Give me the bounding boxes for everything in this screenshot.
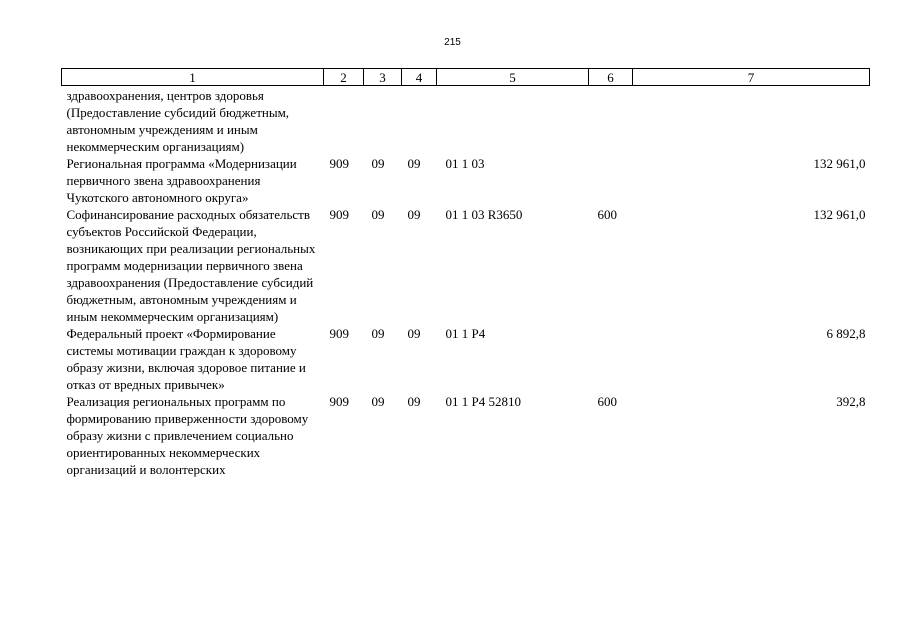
row-amount: 6 892,8 bbox=[826, 326, 866, 341]
row-name: Реализация региональных программ по формированию приверженности здоровому образу жизни с привлечением социально ориентированных некоммерческих организаций и волонтерских bbox=[66, 394, 309, 477]
column-header: 6 bbox=[589, 69, 633, 86]
table-row bbox=[62, 206, 870, 325]
row-code-target bbox=[437, 86, 589, 156]
row-code-subsection: 09 bbox=[407, 394, 421, 409]
row-code-section: 09 bbox=[371, 156, 385, 171]
table-row bbox=[62, 86, 870, 156]
column-header: 4 bbox=[402, 69, 437, 86]
row-code-subsection: 09 bbox=[407, 156, 421, 171]
row-code-section: 09 bbox=[371, 326, 385, 341]
row-code-expense-type bbox=[589, 155, 633, 206]
column-header: 7 bbox=[633, 69, 870, 86]
column-header: 2 bbox=[324, 69, 364, 86]
row-amount: 132 961,0 bbox=[813, 207, 866, 222]
column-header: 3 bbox=[364, 69, 402, 86]
row-code-expense-type: 600 bbox=[597, 394, 617, 409]
row-amount: 132 961,0 bbox=[813, 156, 866, 171]
row-name: здравоохранения, центров здоровья (Предоставление субсидий бюджетным, автономным учреждениям и иным некоммерческим организациям) bbox=[66, 88, 290, 154]
row-code-section: 09 bbox=[371, 207, 385, 222]
row-code-ministry bbox=[324, 86, 364, 156]
column-header: 5 bbox=[437, 69, 589, 86]
row-code-ministry: 909 bbox=[329, 156, 349, 171]
row-code-ministry: 909 bbox=[329, 326, 349, 341]
row-amount bbox=[633, 86, 870, 156]
table-row bbox=[62, 393, 870, 478]
row-code-ministry: 909 bbox=[329, 394, 349, 409]
row-code-section bbox=[364, 86, 402, 156]
row-code-expense-type bbox=[589, 325, 633, 393]
column-header: 1 bbox=[62, 69, 324, 86]
header-row bbox=[62, 69, 870, 86]
row-amount: 392,8 bbox=[836, 394, 866, 409]
row-code-subsection: 09 bbox=[407, 207, 421, 222]
row-name: Софинансирование расходных обязательств субъектов Российской Федерации, возникающих при реализации региональных программ модернизации первичного звена здравоохранения (Предоставление субсидий бюджетным, автономным учреждениям и иным некоммерческим организациям) bbox=[66, 207, 316, 324]
table-row bbox=[62, 325, 870, 393]
row-code-subsection: 09 bbox=[407, 326, 421, 341]
row-name: Федеральный проект «Формирование системы мотивации граждан к здоровому образу жизни, включая здоровое питание и отказ от вредных привычек» bbox=[66, 326, 306, 392]
row-code-expense-type: 600 bbox=[597, 207, 617, 222]
row-name: Региональная программа «Модернизации первичного звена здравоохранения Чукотского автономного округа» bbox=[66, 156, 297, 205]
row-code-subsection bbox=[402, 86, 437, 156]
budget-table bbox=[61, 68, 870, 478]
row-code-target: 01 1 P4 52810 bbox=[445, 394, 521, 409]
row-code-expense-type bbox=[589, 86, 633, 156]
row-code-target: 01 1 P4 bbox=[445, 326, 486, 341]
row-code-section: 09 bbox=[371, 394, 385, 409]
row-code-ministry: 909 bbox=[329, 207, 349, 222]
row-code-target: 01 1 03 bbox=[445, 156, 485, 171]
page-number: 215 bbox=[444, 37, 461, 48]
row-code-target: 01 1 03 R3650 bbox=[445, 207, 523, 222]
table-row bbox=[62, 155, 870, 206]
